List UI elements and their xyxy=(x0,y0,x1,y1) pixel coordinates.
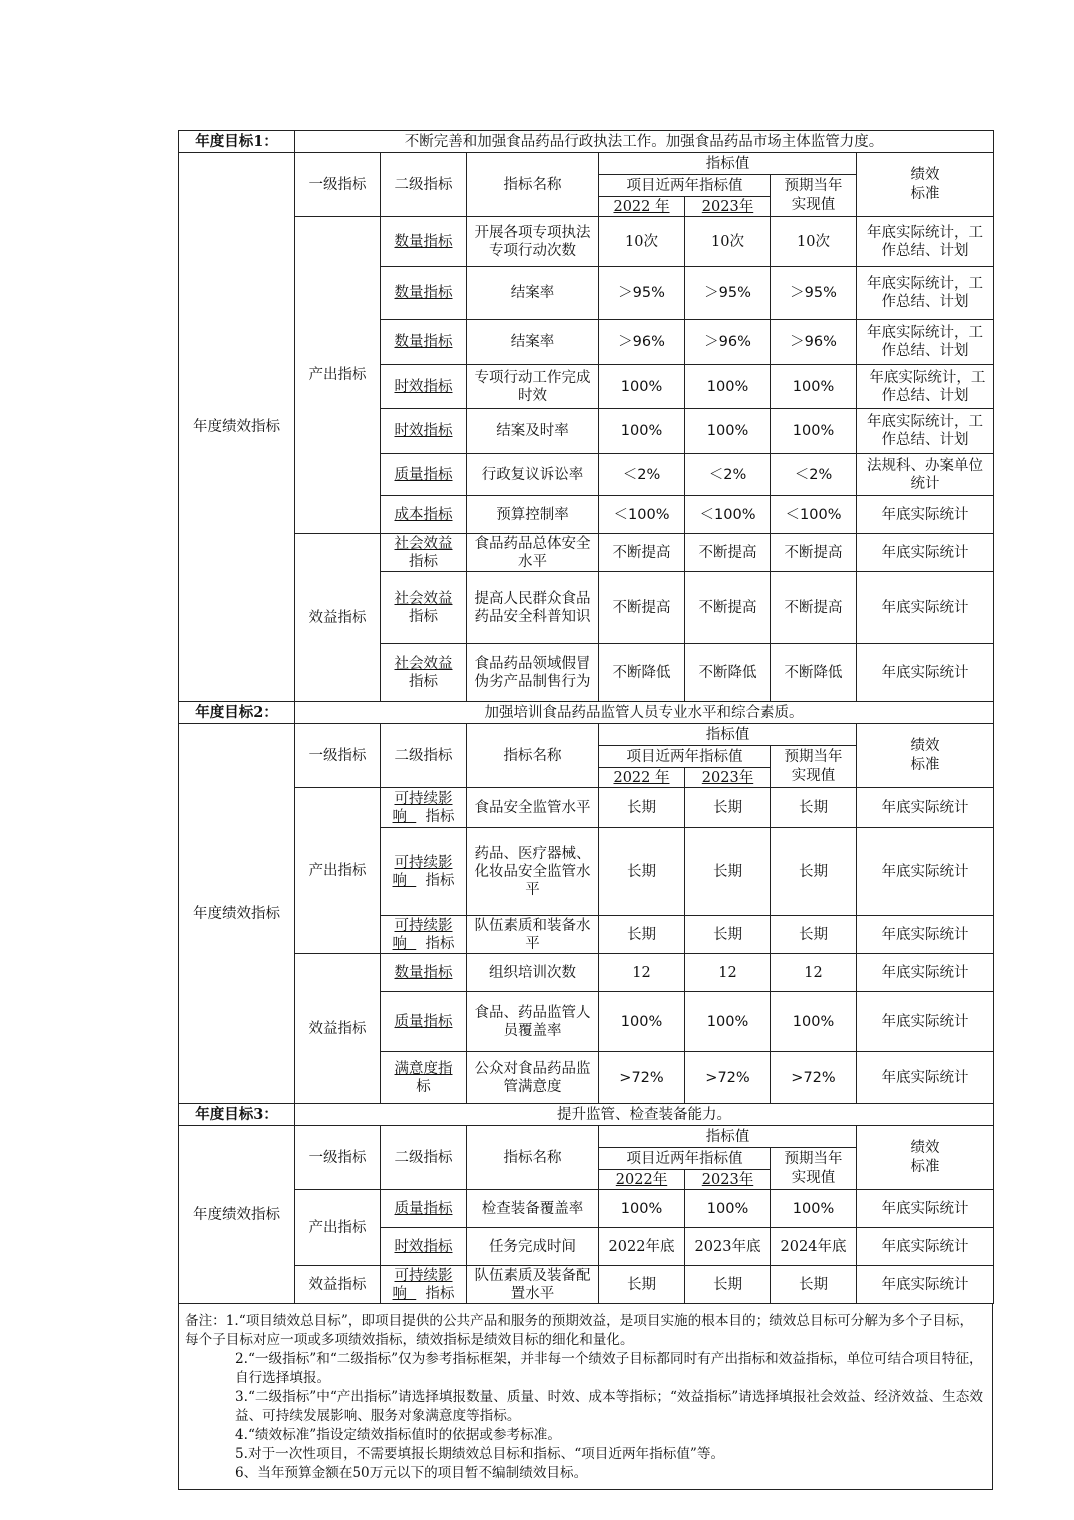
header-level1: 一级指标 xyxy=(295,724,381,788)
level2-text-b: 指标 xyxy=(409,553,438,570)
value-v2: 2023年底 xyxy=(685,1228,771,1266)
header-expected-text: 预期当年实现值 xyxy=(784,1150,843,1186)
standard-cell: 年底实际统计 xyxy=(857,572,994,644)
value-v1: 长期 xyxy=(599,788,685,828)
level2-cell xyxy=(381,1228,467,1266)
level2-text: 数量指标 xyxy=(394,964,453,981)
indicator-name: 检查装备覆盖率 xyxy=(467,1190,599,1228)
level2-text: 数量指标 xyxy=(394,334,453,350)
year2-text: 2023年 xyxy=(701,1171,754,1188)
note-line: 6、当年预算金额在50万元以下的项目暂不编制绩效目标。 xyxy=(235,1465,588,1481)
indicator-name: 队伍素质及装备配置水平 xyxy=(467,1266,599,1304)
level2-cell xyxy=(381,1052,467,1104)
header-year1 xyxy=(599,197,685,217)
level2-text: 质量指标 xyxy=(394,466,453,483)
level2-cell xyxy=(381,365,467,409)
value-v1: 100% xyxy=(599,992,685,1052)
note-line: 2.“一级指标”和“二级指标”仅为参考指标框架，并非每一个绩效子目标都同时有产出指标和效益指标，单位可结合项目特征，自行选择填报。 xyxy=(235,1351,983,1386)
header-level2: 二级指标 xyxy=(381,153,467,217)
value-v2: 100% xyxy=(685,409,771,454)
value-v2: 不断降低 xyxy=(685,644,771,702)
note-line: 5.对于一次性项目，不需要填报长期绩效总目标和指标、“项目近两年指标值”等。 xyxy=(235,1446,725,1462)
value-v2: 不断提高 xyxy=(685,534,771,572)
header-standard-text: 绩效标准 xyxy=(910,166,940,202)
level2-text: 成本指标 xyxy=(394,506,453,523)
level1-cell: 效益指标 xyxy=(295,534,381,702)
header-year1 xyxy=(599,768,685,788)
header-value: 指标值 xyxy=(599,1126,857,1148)
level2-text-b: 响 指标 xyxy=(392,935,455,952)
indicator-name: 药品、医疗器械、化妆品安全监管水平 xyxy=(467,828,599,916)
note-line: 3.“二级指标”中“产出指标”请选择填报数量、质量、时效、成本等指标；“效益指标”请选择填报社会效益、经济效益、生态效益、可持续发展影响、服务对象满意度等指标。 xyxy=(235,1389,983,1424)
value-v3: ＜2% xyxy=(771,454,857,496)
standard-cell: 年底实际统计 xyxy=(857,788,994,828)
value-v1: ＞96% xyxy=(599,320,685,365)
indicator-name: 专项行动工作完成时效 xyxy=(467,365,599,409)
section-label: 年度绩效指标 xyxy=(179,724,295,1104)
goal-label: 年度目标1： xyxy=(179,131,295,153)
indicator-name: 公众对食品药品监管满意度 xyxy=(467,1052,599,1104)
value-v3: 2024年底 xyxy=(771,1228,857,1266)
level2-cell xyxy=(381,916,467,954)
goal-text: 提升监管、检查装备能力。 xyxy=(295,1104,994,1126)
indicator-name: 食品药品领域假冒伪劣产品制售行为 xyxy=(467,644,599,702)
value-v3: 100% xyxy=(771,1190,857,1228)
value-v3: 长期 xyxy=(771,828,857,916)
year1-text: 2022 年 xyxy=(613,769,670,786)
notes-section xyxy=(178,1304,993,1490)
level2-text-b: 响 指标 xyxy=(392,872,455,889)
value-v2: ＜2% xyxy=(685,454,771,496)
header-year2 xyxy=(685,768,771,788)
level2-text: 时效指标 xyxy=(394,1238,453,1255)
header-name: 指标名称 xyxy=(467,1126,599,1190)
value-v3: 100% xyxy=(771,365,857,409)
value-v3: 10次 xyxy=(771,217,857,267)
level2-text-b: 标 xyxy=(416,1078,431,1095)
value-v2: 10次 xyxy=(685,217,771,267)
value-v2: 100% xyxy=(685,1190,771,1228)
level2-text-a: 社会效益 xyxy=(394,655,453,672)
standard-cell: 年底实际统计 xyxy=(857,1052,994,1104)
value-v1: >72% xyxy=(599,1052,685,1104)
level2-text: 质量指标 xyxy=(394,1013,453,1030)
level2-text-a: 可持续影 xyxy=(394,917,453,934)
header-expected xyxy=(771,746,857,788)
value-v2: 100% xyxy=(685,992,771,1052)
value-v2: ＞95% xyxy=(685,267,771,320)
standard-cell: 法规科、办案单位统计 xyxy=(857,454,994,496)
year1-text: 2022 年 xyxy=(613,198,670,215)
value-v1: ＜2% xyxy=(599,454,685,496)
value-v1: 100% xyxy=(599,365,685,409)
value-v2: 12 xyxy=(685,954,771,992)
value-v3: 12 xyxy=(771,954,857,992)
value-v1: ＞95% xyxy=(599,267,685,320)
header-year2 xyxy=(685,1170,771,1190)
level2-cell xyxy=(381,1266,467,1304)
value-v1: 长期 xyxy=(599,828,685,916)
standard-cell: 年底实际统计，工作总结、计划 xyxy=(857,409,994,454)
value-v1: 10次 xyxy=(599,217,685,267)
level2-cell xyxy=(381,534,467,572)
standard-cell: 年底实际统计，工作总结、计划 xyxy=(857,267,994,320)
value-v1: 不断提高 xyxy=(599,534,685,572)
value-v1: 100% xyxy=(599,409,685,454)
header-value: 指标值 xyxy=(599,724,857,746)
value-v3: >72% xyxy=(771,1052,857,1104)
level2-text-a: 可持续影 xyxy=(394,1267,453,1284)
level1-cell: 效益指标 xyxy=(295,954,381,1104)
goal-label: 年度目标3： xyxy=(179,1104,295,1126)
header-year2 xyxy=(685,197,771,217)
value-v3: 不断降低 xyxy=(771,644,857,702)
level2-cell xyxy=(381,644,467,702)
level2-cell xyxy=(381,954,467,992)
performance-target-document xyxy=(178,130,993,1490)
level2-cell xyxy=(381,788,467,828)
header-standard xyxy=(857,724,994,788)
year1-text: 2022年 xyxy=(615,1171,668,1188)
value-v2: >72% xyxy=(685,1052,771,1104)
indicator-name: 结案率 xyxy=(467,320,599,365)
level1-cell: 产出指标 xyxy=(295,788,381,954)
header-standard xyxy=(857,1126,994,1190)
value-v1: 不断提高 xyxy=(599,572,685,644)
value-v3: ＞96% xyxy=(771,320,857,365)
level2-text-a: 社会效益 xyxy=(394,535,453,552)
standard-cell: 年底实际统计 xyxy=(857,1190,994,1228)
value-v2: 100% xyxy=(685,365,771,409)
level2-text-a: 满意度指 xyxy=(394,1060,453,1077)
header-expected xyxy=(771,175,857,217)
indicator-name: 任务完成时间 xyxy=(467,1228,599,1266)
level2-text-a: 可持续影 xyxy=(394,790,453,807)
level2-text: 数量指标 xyxy=(394,233,453,250)
note-line: 4.“绩效标准”指设定绩效指标值时的依据或参考标准。 xyxy=(235,1427,561,1443)
value-v2: 长期 xyxy=(685,1266,771,1304)
value-v3: 100% xyxy=(771,409,857,454)
value-v1: 12 xyxy=(599,954,685,992)
header-recent: 项目近两年指标值 xyxy=(599,1148,771,1170)
standard-cell: 年底实际统计 xyxy=(857,644,994,702)
header-standard-text: 绩效标准 xyxy=(910,1139,940,1175)
level2-text: 质量指标 xyxy=(394,1200,453,1217)
indicator-name: 提高人民群众食品药品安全科普知识 xyxy=(467,572,599,644)
table-row xyxy=(179,217,994,267)
table-row xyxy=(179,534,994,572)
value-v1: 100% xyxy=(599,1190,685,1228)
value-v3: ＞95% xyxy=(771,267,857,320)
header-recent: 项目近两年指标值 xyxy=(599,746,771,768)
value-v3: 100% xyxy=(771,992,857,1052)
level2-cell xyxy=(381,992,467,1052)
level2-cell xyxy=(381,454,467,496)
value-v3: ＜100% xyxy=(771,496,857,534)
value-v1: 长期 xyxy=(599,1266,685,1304)
goal-text: 不断完善和加强食品药品行政执法工作。加强食品药品市场主体监管力度。 xyxy=(295,131,994,153)
level2-cell xyxy=(381,572,467,644)
value-v1: 不断降低 xyxy=(599,644,685,702)
goal-row xyxy=(179,702,994,724)
standard-cell: 年底实际统计 xyxy=(857,828,994,916)
level2-text: 时效指标 xyxy=(394,378,453,395)
level2-text-a: 可持续影 xyxy=(394,854,453,871)
level2-cell xyxy=(381,267,467,320)
table-row xyxy=(179,1190,994,1228)
year2-text: 2023年 xyxy=(701,769,754,786)
header-name: 指标名称 xyxy=(467,724,599,788)
value-v3: 长期 xyxy=(771,1266,857,1304)
level2-text: 时效指标 xyxy=(394,423,453,439)
indicator-name: 结案率 xyxy=(467,267,599,320)
header-level1: 一级指标 xyxy=(295,153,381,217)
value-v3: 不断提高 xyxy=(771,572,857,644)
level2-text-b: 指标 xyxy=(409,673,438,690)
indicator-name: 队伍素质和装备水平 xyxy=(467,916,599,954)
value-v2: 长期 xyxy=(685,788,771,828)
value-v1: 2022年底 xyxy=(599,1228,685,1266)
level2-cell xyxy=(381,828,467,916)
value-v1: ＜100% xyxy=(599,496,685,534)
indicator-name: 预算控制率 xyxy=(467,496,599,534)
year2-text: 2023年 xyxy=(701,198,754,215)
indicator-name: 组织培训次数 xyxy=(467,954,599,992)
value-v2: ＜100% xyxy=(685,496,771,534)
level2-text-a: 社会效益 xyxy=(394,590,453,607)
standard-cell: 年底实际统计，工作总结、计划 xyxy=(857,217,994,267)
table-row xyxy=(179,954,994,992)
header-value: 指标值 xyxy=(599,153,857,175)
level2-text-b: 指标 xyxy=(409,608,438,625)
section-label: 年度绩效指标 xyxy=(179,153,295,702)
header-standard-text: 绩效标准 xyxy=(910,737,940,773)
level1-cell: 产出指标 xyxy=(295,1190,381,1266)
standard-cell: 年底实际统计 xyxy=(857,916,994,954)
indicator-name: 行政复议诉讼率 xyxy=(467,454,599,496)
header-name: 指标名称 xyxy=(467,153,599,217)
header-level2: 二级指标 xyxy=(381,724,467,788)
level2-cell xyxy=(381,320,467,365)
value-v2: ＞96% xyxy=(685,320,771,365)
level2-cell xyxy=(381,496,467,534)
goal-row xyxy=(179,131,994,153)
value-v3: 长期 xyxy=(771,788,857,828)
header-level2: 二级指标 xyxy=(381,1126,467,1190)
table-row xyxy=(179,1266,994,1304)
standard-cell: 年底实际统计，工作总结、计划 xyxy=(857,365,994,409)
value-v3: 长期 xyxy=(771,916,857,954)
level2-text: 数量指标 xyxy=(394,285,453,301)
indicator-name: 开展各项专项执法专项行动次数 xyxy=(467,217,599,267)
level2-cell xyxy=(381,217,467,267)
table-row xyxy=(179,788,994,828)
performance-table xyxy=(178,130,994,1304)
value-v3: 不断提高 xyxy=(771,534,857,572)
value-v1: 长期 xyxy=(599,916,685,954)
level2-cell xyxy=(381,1190,467,1228)
indicator-name: 食品安全监管水平 xyxy=(467,788,599,828)
indicator-name: 食品药品总体安全水平 xyxy=(467,534,599,572)
level2-text-b: 响 指标 xyxy=(392,808,455,825)
value-v2: 长期 xyxy=(685,828,771,916)
standard-cell: 年底实际统计 xyxy=(857,954,994,992)
level1-cell: 产出指标 xyxy=(295,217,381,534)
header-standard xyxy=(857,153,994,217)
standard-cell: 年底实际统计 xyxy=(857,992,994,1052)
standard-cell: 年底实际统计，工作总结、计划 xyxy=(857,320,994,365)
standard-cell: 年底实际统计 xyxy=(857,534,994,572)
standard-cell: 年底实际统计 xyxy=(857,1228,994,1266)
value-v2: 不断提高 xyxy=(685,572,771,644)
indicator-name: 结案及时率 xyxy=(467,409,599,454)
header-recent: 项目近两年指标值 xyxy=(599,175,771,197)
indicator-name: 食品、药品监管人员覆盖率 xyxy=(467,992,599,1052)
section-label: 年度绩效指标 xyxy=(179,1126,295,1304)
header-expected-text: 预期当年实现值 xyxy=(784,177,843,213)
goal-row xyxy=(179,1104,994,1126)
level1-cell: 效益指标 xyxy=(295,1266,381,1304)
standard-cell: 年底实际统计 xyxy=(857,496,994,534)
header-level1: 一级指标 xyxy=(295,1126,381,1190)
value-v2: 长期 xyxy=(685,916,771,954)
header-expected-text: 预期当年实现值 xyxy=(784,748,843,784)
goal-label: 年度目标2： xyxy=(179,702,295,724)
level2-text-b: 响 指标 xyxy=(392,1285,455,1302)
goal-text: 加强培训食品药品监管人员专业水平和综合素质。 xyxy=(295,702,994,724)
standard-cell: 年底实际统计 xyxy=(857,1266,994,1304)
header-expected xyxy=(771,1148,857,1190)
note-line: 备注：1.“项目绩效总目标”，即项目提供的公共产品和服务的预期效益，是项目实施的根本目的；绩效总目标可分解为多个子目标，每个子目标对应一项或多项绩效指标，绩效指标是绩效目标的细化和量化。 xyxy=(185,1313,974,1348)
level2-cell xyxy=(381,409,467,454)
header-year1 xyxy=(599,1170,685,1190)
